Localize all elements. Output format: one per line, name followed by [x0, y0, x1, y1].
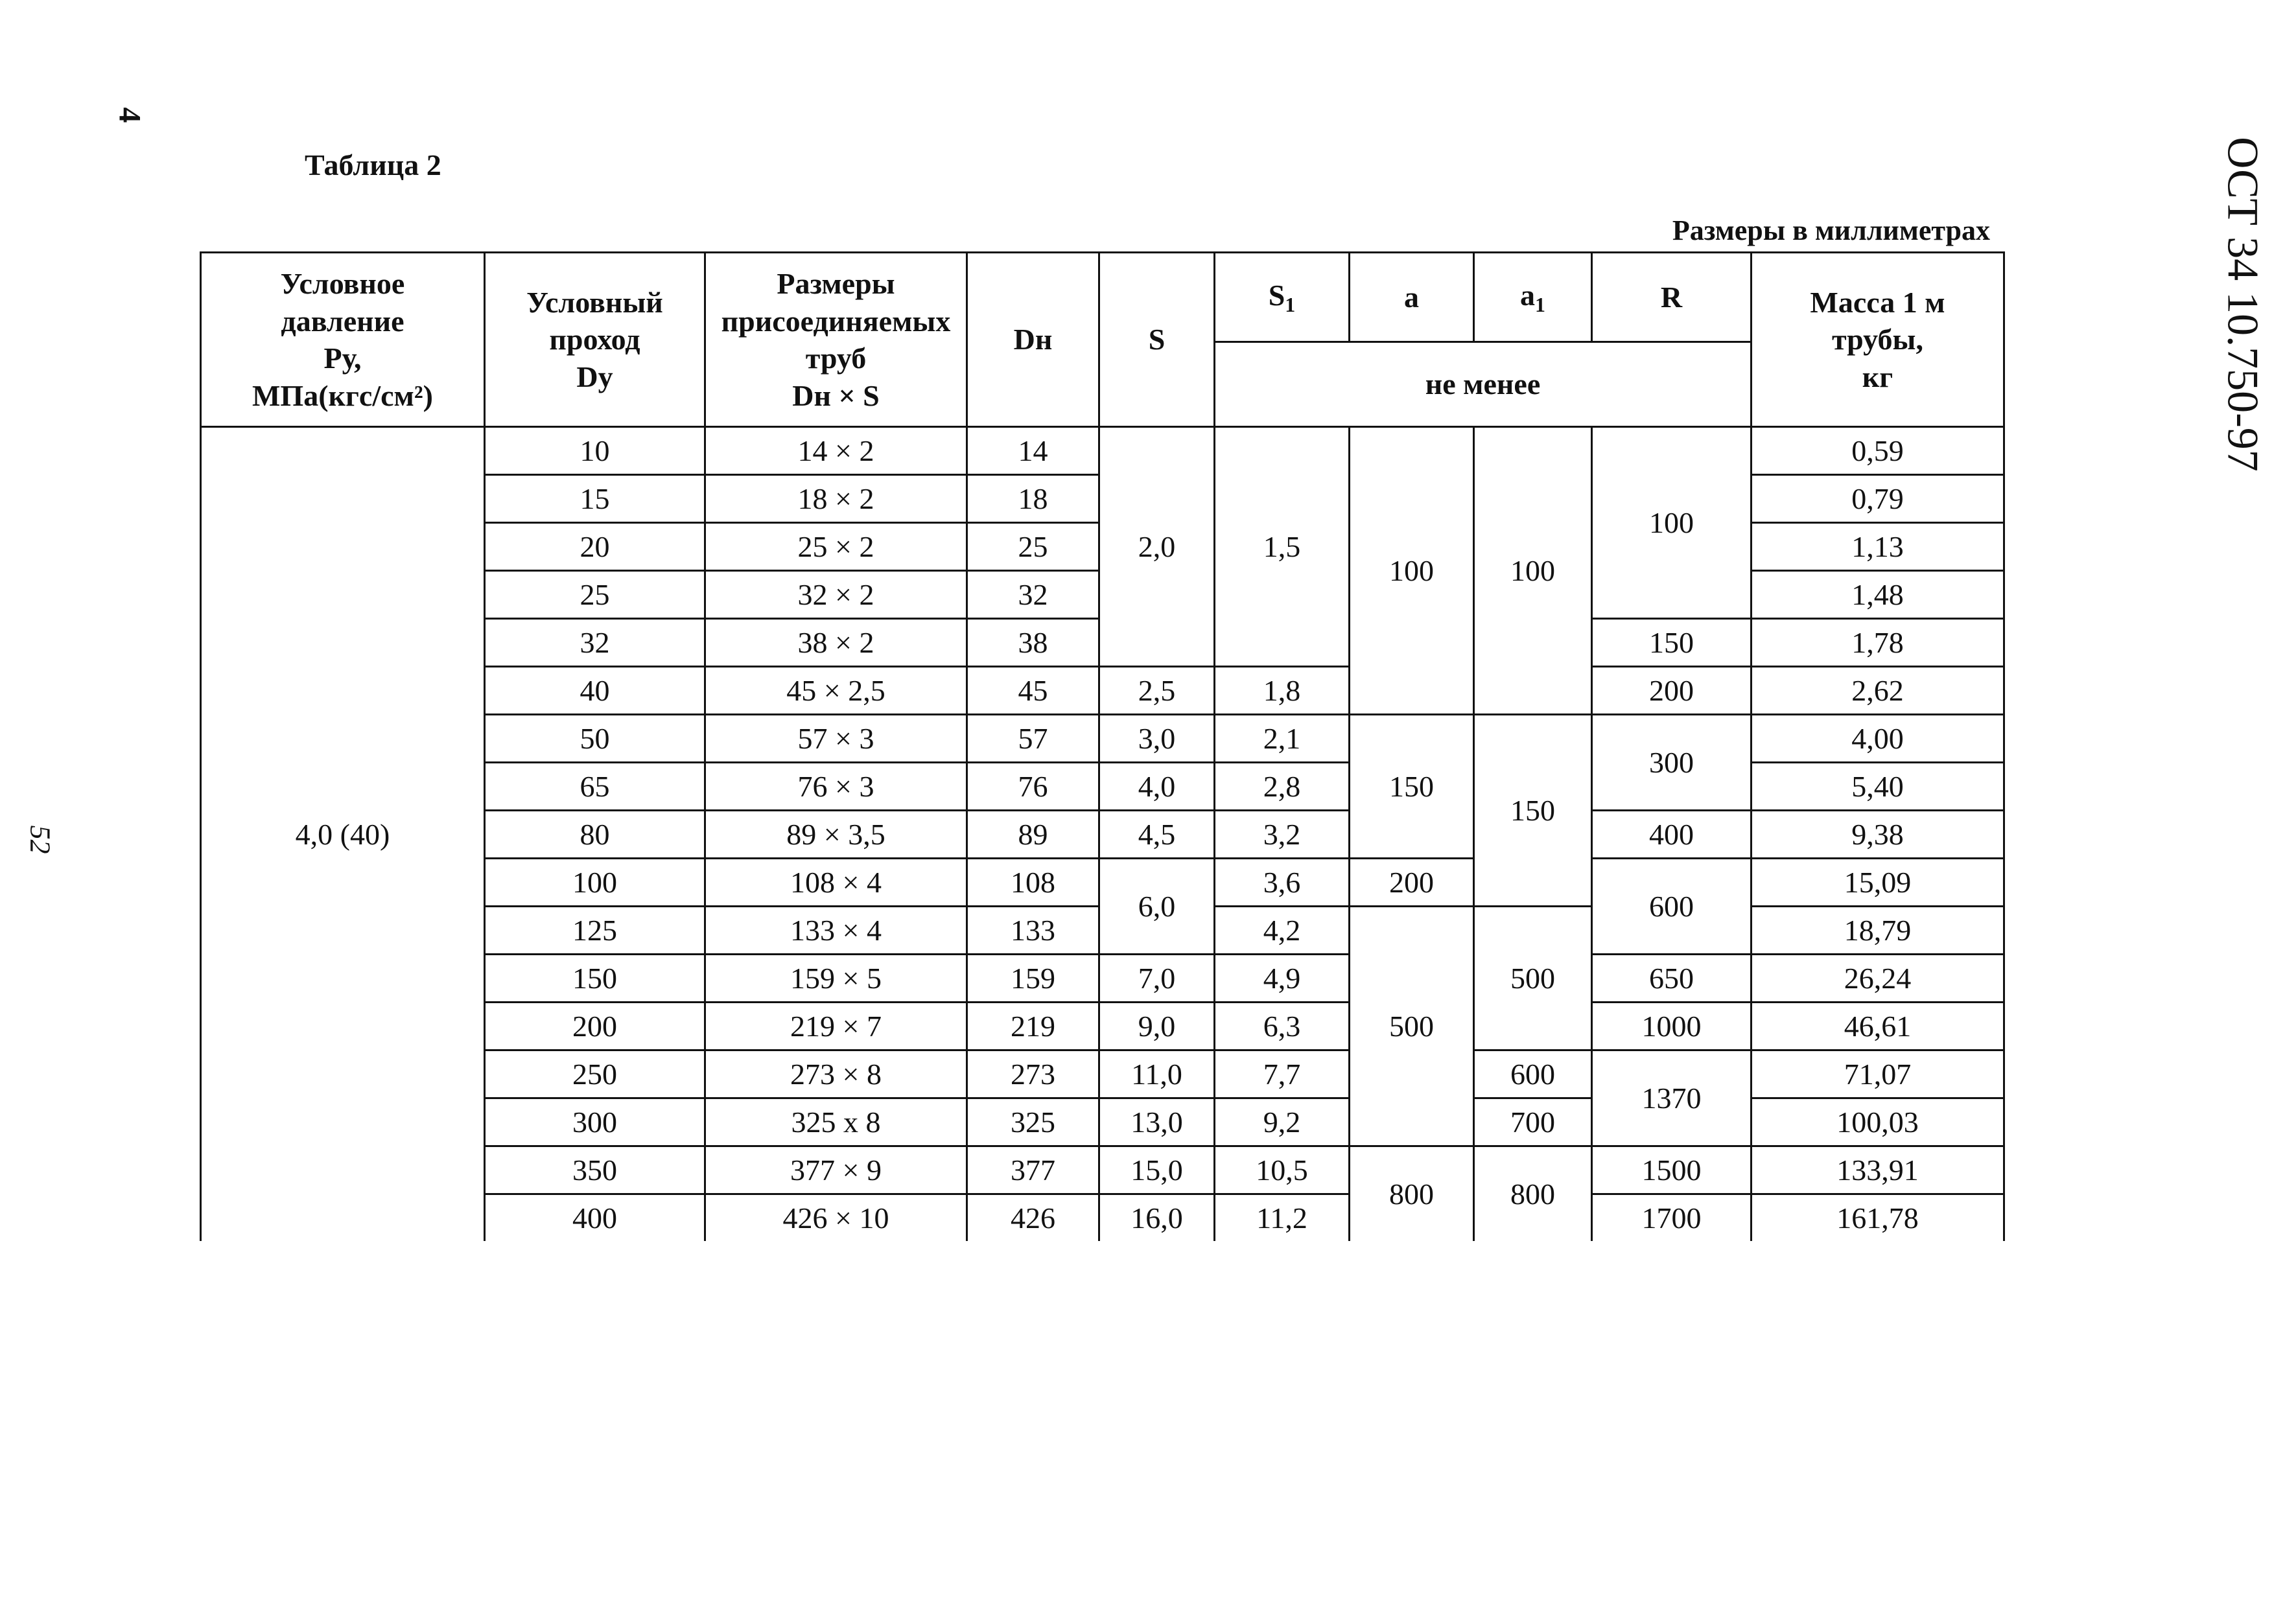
pipe-cell: 325 x 8	[705, 1098, 967, 1146]
a1-cell: 700	[1474, 1098, 1592, 1146]
mass-cell: 4,00	[1752, 715, 2004, 763]
pipe-cell: 426 × 10	[705, 1194, 967, 1242]
s-cell: 6,0	[1099, 859, 1215, 955]
s1-cell: 3,2	[1215, 811, 1350, 859]
r-cell: 100	[1592, 427, 1752, 619]
units-note: Размеры в миллиметрах	[1672, 215, 1990, 246]
r-cell: 1000	[1592, 1003, 1752, 1050]
a1-cell: 100	[1474, 427, 1592, 715]
s1-cell: 9,2	[1215, 1098, 1350, 1146]
dy-cell: 250	[485, 1050, 705, 1098]
dy-cell: 300	[485, 1098, 705, 1146]
mass-cell: 0,79	[1752, 475, 2004, 523]
dy-cell: 400	[485, 1194, 705, 1242]
header-s: S	[1099, 253, 1215, 427]
s1-cell: 6,3	[1215, 1003, 1350, 1050]
side-page-number: 52	[24, 825, 56, 854]
dn-cell: 18	[967, 475, 1099, 523]
dn-cell: 133	[967, 907, 1099, 955]
dy-cell: 20	[485, 523, 705, 571]
s1-cell: 11,2	[1215, 1194, 1350, 1242]
header-a1: $a_1$	[1474, 253, 1592, 342]
dn-cell: 377	[967, 1146, 1099, 1194]
header-pipe-sizes: Размеры присоединяемых труб Dн × S	[705, 253, 967, 427]
pipe-cell: 18 × 2	[705, 475, 967, 523]
dn-cell: 76	[967, 763, 1099, 811]
s-cell: 15,0	[1099, 1146, 1215, 1194]
mass-cell: 46,61	[1752, 1003, 2004, 1050]
s1-cell: 2,1	[1215, 715, 1350, 763]
s1-cell: 4,9	[1215, 955, 1350, 1003]
mass-cell: 2,62	[1752, 667, 2004, 715]
dn-cell: 32	[967, 571, 1099, 619]
dy-cell: 65	[485, 763, 705, 811]
dy-cell: 25	[485, 571, 705, 619]
header-mass: Масса 1 м трубы, кг	[1752, 253, 2004, 427]
header-s1: $S_1$	[1215, 253, 1350, 342]
dimensions-table	[200, 251, 2005, 1241]
s-cell: 13,0	[1099, 1098, 1215, 1146]
a-cell: 200	[1350, 859, 1474, 907]
header-passage: Условный проход Dy	[485, 253, 705, 427]
dy-cell: 350	[485, 1146, 705, 1194]
top-page-number: 4	[112, 107, 147, 123]
dn-cell: 273	[967, 1050, 1099, 1098]
s1-cell: 10,5	[1215, 1146, 1350, 1194]
dn-cell: 89	[967, 811, 1099, 859]
r-cell: 150	[1592, 619, 1752, 667]
header-a: a	[1350, 253, 1474, 342]
r-cell: 1700	[1592, 1194, 1752, 1242]
mass-cell: 18,79	[1752, 907, 2004, 955]
r-cell: 200	[1592, 667, 1752, 715]
pipe-cell: 25 × 2	[705, 523, 967, 571]
table-title: Таблица 2	[305, 148, 441, 181]
dn-cell: 159	[967, 955, 1099, 1003]
header-dn: Dн	[967, 253, 1099, 427]
dn-cell: 219	[967, 1003, 1099, 1050]
s-cell: 16,0	[1099, 1194, 1215, 1242]
pipe-cell: 38 × 2	[705, 619, 967, 667]
s-cell: 2,0	[1099, 427, 1215, 667]
a-cell: 100	[1350, 427, 1474, 715]
dy-cell: 15	[485, 475, 705, 523]
dy-cell: 100	[485, 859, 705, 907]
s1-cell: 1,8	[1215, 667, 1350, 715]
pipe-cell: 159 × 5	[705, 955, 967, 1003]
a1-cell: 800	[1474, 1146, 1592, 1242]
r-cell: 400	[1592, 811, 1752, 859]
a1-cell: 600	[1474, 1050, 1592, 1098]
header-pressure: Условное давление Ру, МПа(кгс/см²)	[201, 253, 485, 427]
dy-cell: 50	[485, 715, 705, 763]
a-cell: 800	[1350, 1146, 1474, 1242]
s1-cell: 4,2	[1215, 907, 1350, 955]
s-cell: 11,0	[1099, 1050, 1215, 1098]
dn-cell: 426	[967, 1194, 1099, 1242]
mass-cell: 1,13	[1752, 523, 2004, 571]
s1-cell: 2,8	[1215, 763, 1350, 811]
dy-cell: 10	[485, 427, 705, 475]
r-cell: 300	[1592, 715, 1752, 811]
table-row	[201, 427, 2004, 475]
pipe-cell: 377 × 9	[705, 1146, 967, 1194]
dn-cell: 325	[967, 1098, 1099, 1146]
s-cell: 4,0	[1099, 763, 1215, 811]
pipe-cell: 32 × 2	[705, 571, 967, 619]
dn-cell: 108	[967, 859, 1099, 907]
mass-cell: 100,03	[1752, 1098, 2004, 1146]
pipe-cell: 108 × 4	[705, 859, 967, 907]
header-r: R	[1592, 253, 1752, 342]
dn-cell: 14	[967, 427, 1099, 475]
a1-cell: 500	[1474, 907, 1592, 1050]
dn-cell: 45	[967, 667, 1099, 715]
s1-cell: 3,6	[1215, 859, 1350, 907]
dy-cell: 32	[485, 619, 705, 667]
mass-cell: 1,48	[1752, 571, 2004, 619]
mass-cell: 71,07	[1752, 1050, 2004, 1098]
dn-cell: 57	[967, 715, 1099, 763]
s-cell: 4,5	[1099, 811, 1215, 859]
pipe-cell: 57 × 3	[705, 715, 967, 763]
s-cell: 2,5	[1099, 667, 1215, 715]
pipe-cell: 133 × 4	[705, 907, 967, 955]
mass-cell: 161,78	[1752, 1194, 2004, 1242]
pipe-cell: 14 × 2	[705, 427, 967, 475]
mass-cell: 133,91	[1752, 1146, 2004, 1194]
dy-cell: 150	[485, 955, 705, 1003]
a-cell: 150	[1350, 715, 1474, 859]
r-cell: 1370	[1592, 1050, 1752, 1146]
s-cell: 7,0	[1099, 955, 1215, 1003]
a-cell: 500	[1350, 907, 1474, 1146]
pipe-cell: 76 × 3	[705, 763, 967, 811]
dy-cell: 80	[485, 811, 705, 859]
mass-cell: 9,38	[1752, 811, 2004, 859]
r-cell: 1500	[1592, 1146, 1752, 1194]
pipe-cell: 273 × 8	[705, 1050, 967, 1098]
dn-cell: 25	[967, 523, 1099, 571]
pressure-cell: 4,0 (40)	[201, 427, 485, 1242]
r-cell: 600	[1592, 859, 1752, 955]
document-code: ОСТ 34 10.750-97	[2218, 137, 2268, 472]
mass-cell: 26,24	[1752, 955, 2004, 1003]
s-cell: 9,0	[1099, 1003, 1215, 1050]
dy-cell: 125	[485, 907, 705, 955]
s1-cell: 7,7	[1215, 1050, 1350, 1098]
dn-cell: 38	[967, 619, 1099, 667]
pipe-cell: 219 × 7	[705, 1003, 967, 1050]
header-not-less: не менее	[1215, 342, 1752, 427]
s-cell: 3,0	[1099, 715, 1215, 763]
a1-cell: 150	[1474, 715, 1592, 907]
mass-cell: 15,09	[1752, 859, 2004, 907]
mass-cell: 5,40	[1752, 763, 2004, 811]
dy-cell: 200	[485, 1003, 705, 1050]
pipe-cell: 45 × 2,5	[705, 667, 967, 715]
mass-cell: 1,78	[1752, 619, 2004, 667]
s1-cell: 1,5	[1215, 427, 1350, 667]
r-cell: 650	[1592, 955, 1752, 1003]
mass-cell: 0,59	[1752, 427, 2004, 475]
pipe-cell: 89 × 3,5	[705, 811, 967, 859]
dy-cell: 40	[485, 667, 705, 715]
